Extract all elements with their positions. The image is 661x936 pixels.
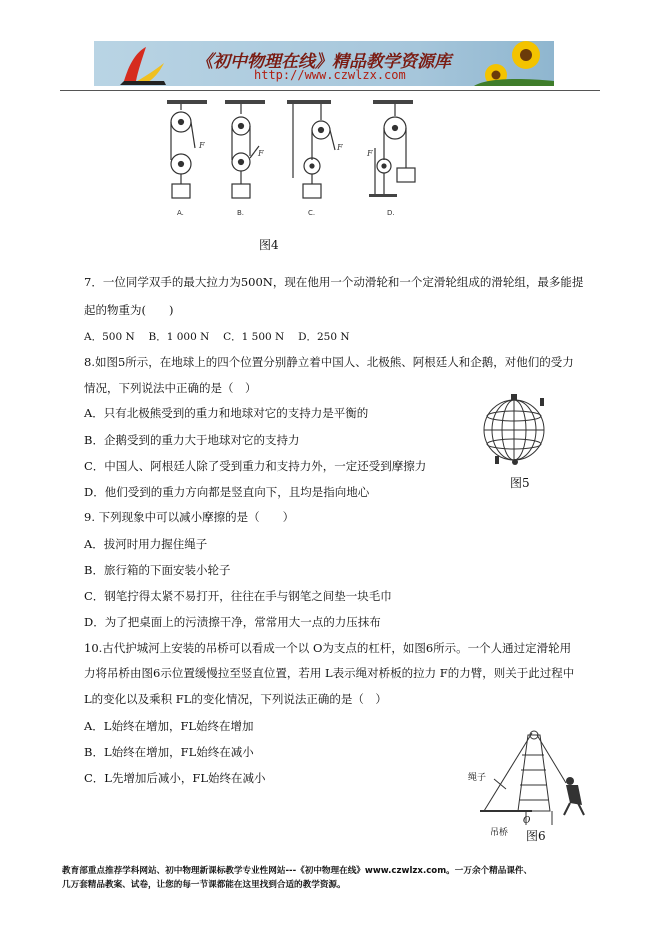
- figure5-globe-diagram: [480, 392, 552, 468]
- q10-option-b: B．L始终在增加，FL始终在减小: [84, 745, 254, 759]
- figure5-caption: 图5: [510, 476, 530, 490]
- page-footer: [62, 864, 622, 892]
- force-label-a: F: [199, 141, 205, 150]
- q8-option-d: D．他们受到的重力方向都是竖直向下，且均是指向地心: [84, 485, 370, 499]
- q10-stem-line1: 10.古代护城河上安装的吊桥可以看成一个以 O为支点的杠杆，如图6所示。一个人通过定滑轮用: [84, 641, 572, 655]
- pulley-system-c: [287, 100, 335, 198]
- penguin-icon: [512, 459, 518, 465]
- banner-title: 《初中物理在线》精品教学资源库: [196, 52, 451, 72]
- q8-option-c: C．中国人、阿根廷人除了受到重力和支持力外，一定还受到摩擦力: [84, 459, 427, 473]
- footer-line1: 教育部重点推荐学科网站、初中物理新课标教学专业性网站---《初中物理在线》www.czwlzx.com。一万余个精品课件、: [62, 866, 533, 876]
- q9-option-a: A．拔河时用力握住绳子: [84, 537, 208, 551]
- force-label-b: F: [258, 149, 264, 158]
- q8-option-b: B．企鹅受到的重力大于地球对它的支持力: [84, 433, 300, 447]
- pulley-system-d: [369, 100, 415, 197]
- force-label-d: F: [367, 149, 373, 158]
- q9-option-d: D．为了把桌面上的污渍擦干净，常常用大一点的力压抹布: [84, 615, 381, 629]
- chinese-person-icon: [540, 398, 544, 406]
- rope-line: [484, 733, 532, 811]
- q8-option-a: A．只有北极熊受到的重力和地球对它的支持力是平衡的: [84, 406, 369, 420]
- rope-label: 绳子: [468, 773, 487, 783]
- q10-stem-line2: 力将吊桥由图6示位置缓慢拉至竖直位置，若用 L表示绳对桥板的拉力 F的力臂，则关于此过程中: [84, 666, 575, 680]
- pivot-label: O: [523, 816, 531, 826]
- option-label-c: C.: [308, 209, 316, 217]
- option-label-a: A.: [177, 209, 184, 217]
- argentinian-person-icon: [495, 456, 499, 464]
- q10-stem-line3: L的变化以及乘积 FL的变化情况，下列说法正确的是（ ）: [84, 692, 387, 706]
- bridge-label: 吊桥: [490, 828, 509, 838]
- q9-option-b: B．旅行箱的下面安装小轮子: [84, 563, 231, 577]
- figure6-caption: 图6: [526, 829, 546, 843]
- q8-stem-line2: 情况，下列说法中正确的是（ ）: [84, 381, 257, 395]
- polar-bear-icon: [511, 394, 517, 400]
- header-banner: [94, 41, 554, 86]
- header-divider: [60, 90, 600, 91]
- figure4-pulley-diagram: [155, 98, 425, 223]
- option-label-d: D.: [387, 209, 395, 217]
- q7-options: A．500 N B．1 000 N C．1 500 N D．250 N: [84, 331, 350, 343]
- option-label-b: B.: [237, 209, 245, 217]
- q10-option-c: C．L先增加后减小，FL始终在减小: [84, 771, 266, 785]
- figure4-caption: 图4: [259, 238, 279, 252]
- q10-option-a: A．L始终在增加，FL始终在增加: [84, 719, 254, 733]
- force-label-c: F: [337, 143, 343, 152]
- q7-stem-line1: 7．一位同学双手的最大拉力为500N，现在他用一个动滑轮和一个定滑轮组成的滑轮组，最多能提: [84, 275, 584, 289]
- footer-line2: 几万套精品教案、试卷，让您的每一节课都能在这里找到合适的教学资源。: [62, 880, 346, 890]
- q7-stem-line2: 起的物重为( ): [84, 303, 174, 317]
- figure6-drawbridge-diagram: [466, 725, 596, 843]
- banner-url: http://www.czwlzx.com: [254, 68, 406, 82]
- q8-stem-line1: 8.如图5所示，在地球上的四个位置分别静立着中国人、北极熊、阿根廷人和企鹅，对他们的受力: [84, 355, 574, 369]
- q9-stem: 9. 下列现象中可以减小摩擦的是（ ）: [84, 510, 295, 524]
- q9-option-c: C．钢笔拧得太紧不易打开，往往在手与钢笔之间垫一块毛巾: [84, 589, 392, 603]
- man-pulling-icon: [564, 777, 584, 815]
